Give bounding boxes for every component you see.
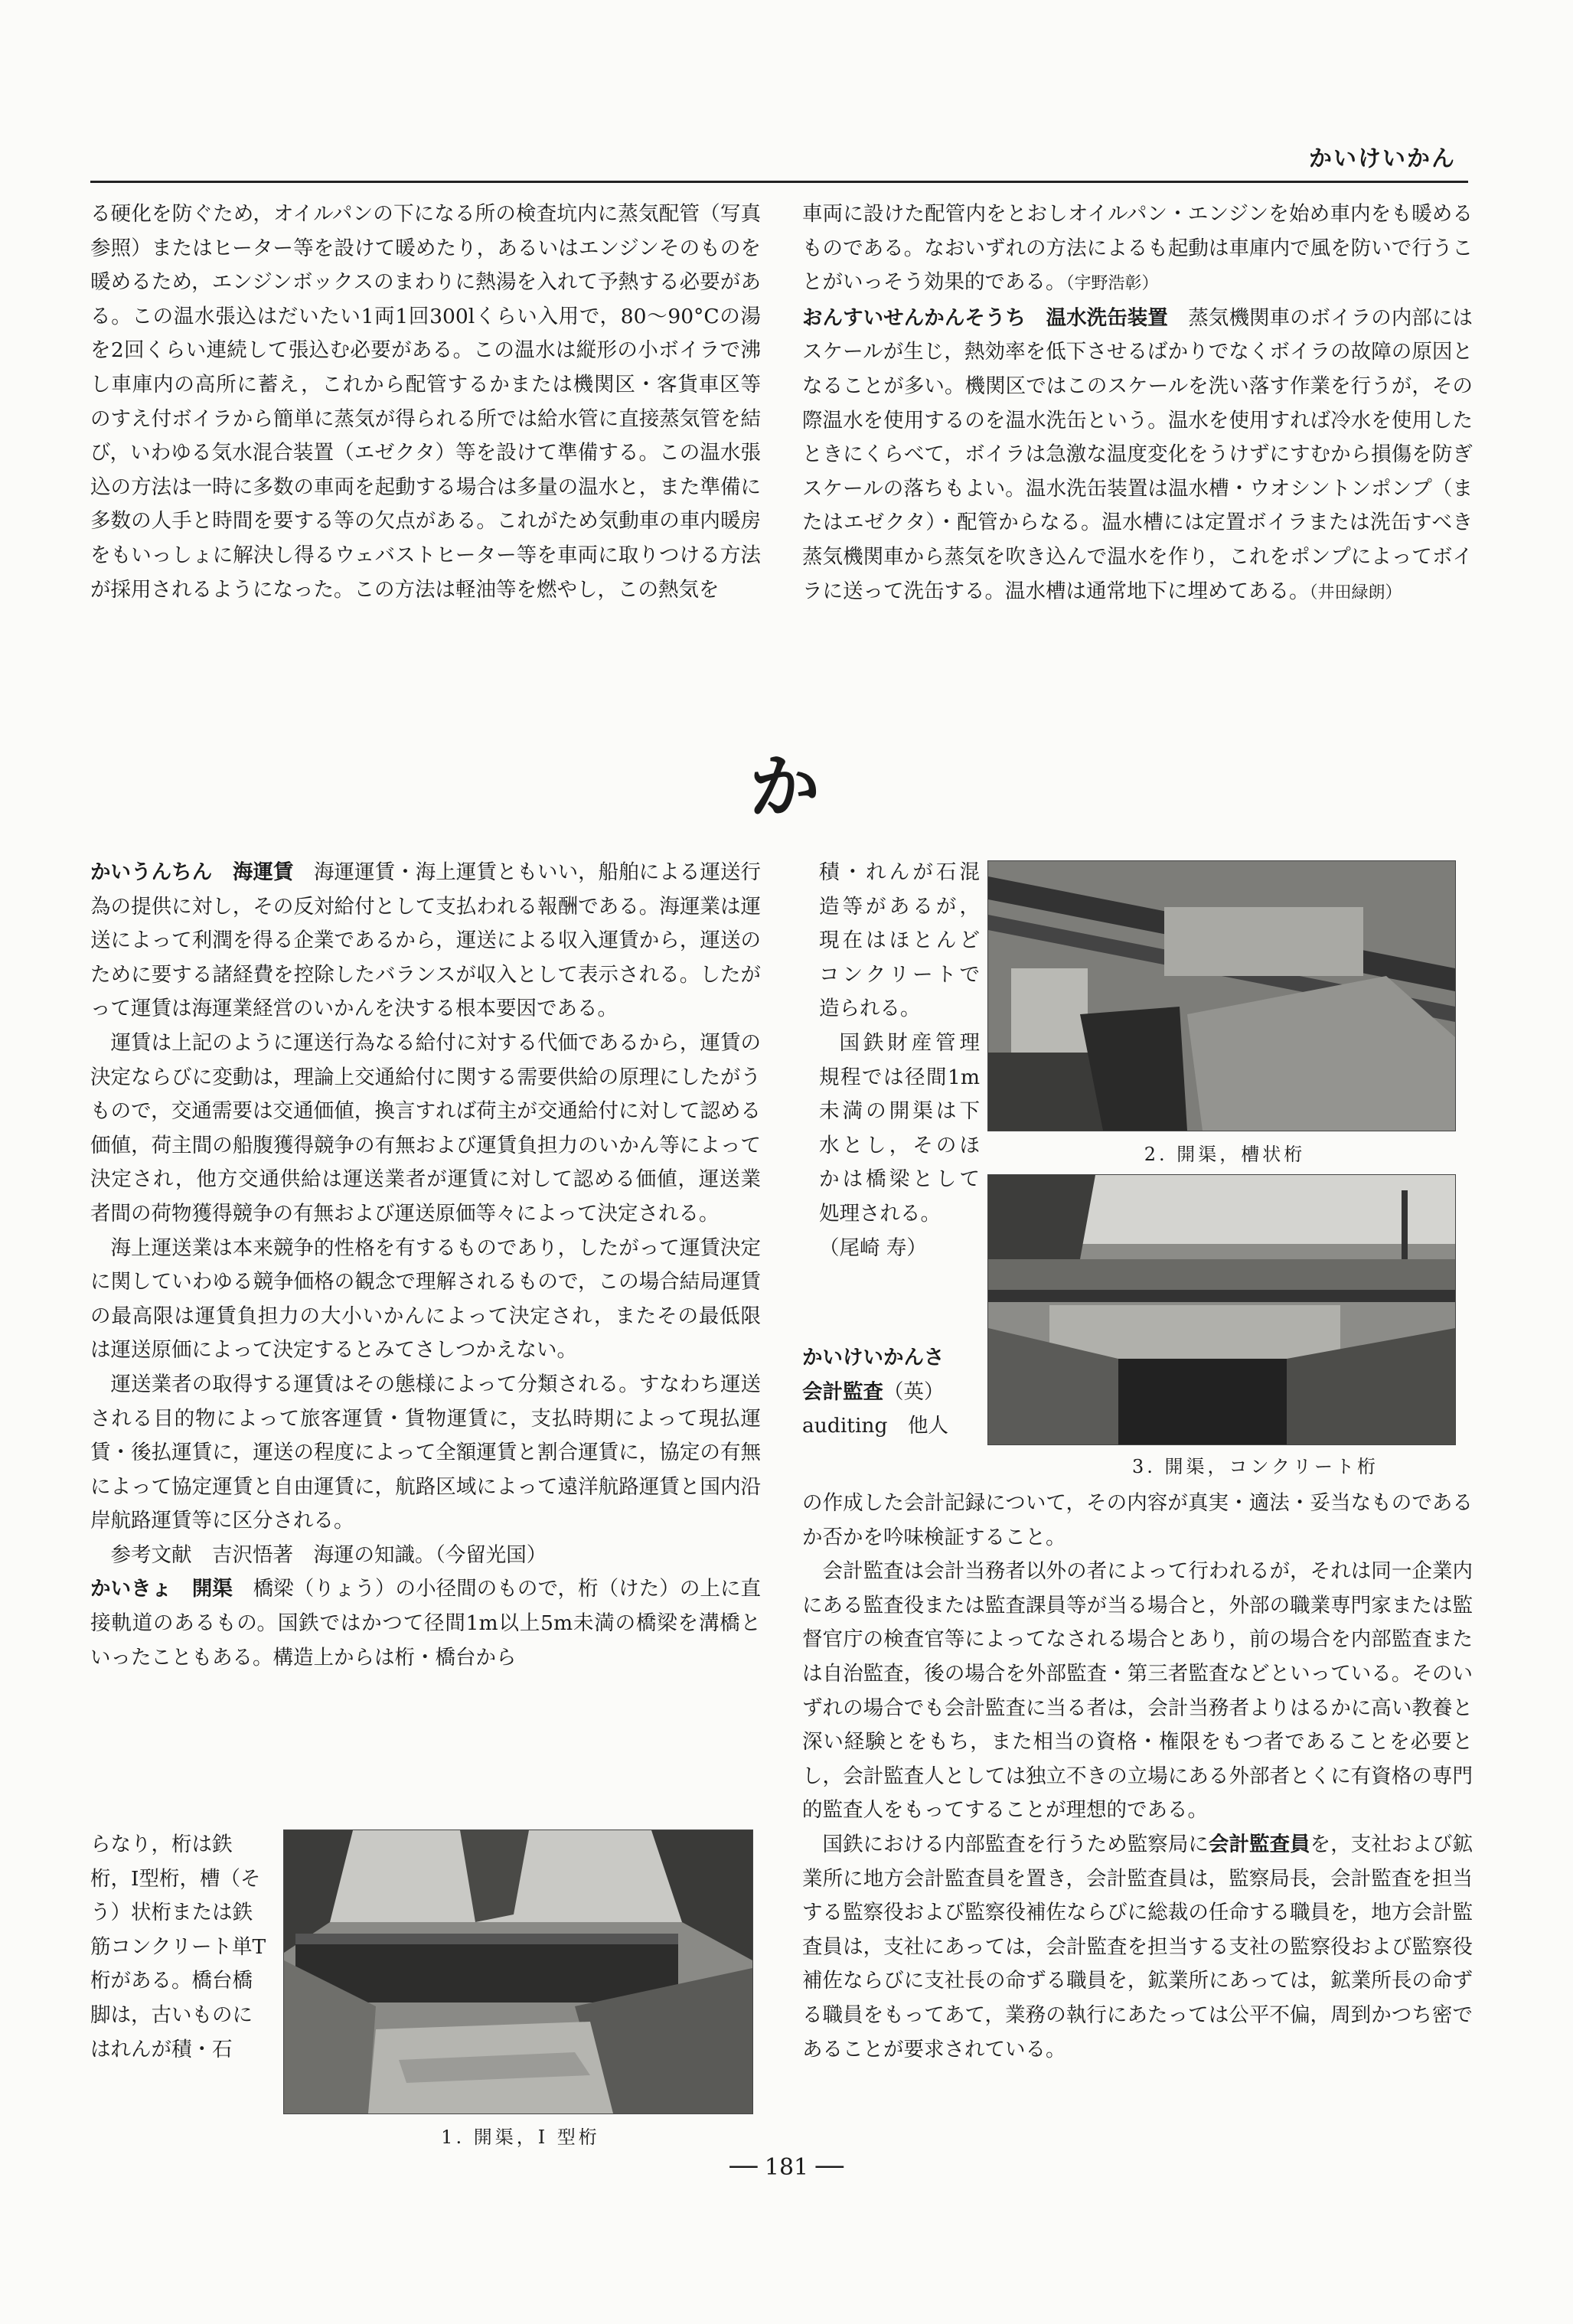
entry-body: 他人: [907, 1414, 948, 1438]
entry-body: 橋梁（りょう）の小径間のもので，桁（けた）の上に直接軌道のあるもの。国鉄ではかつて径間1m以上5m未満の橋梁を溝橋といったこともある。構造上からは桁・橋台から: [90, 1577, 762, 1670]
section-heading: か: [749, 746, 820, 828]
paragraph: 海上運送業は本来競争的性格を有するものであり，したがって運賃決定に関していわゆる競争価格の観念で理解されるもので，この場合結局運賃の最高限は運賃負担力の大小いかんによって決定され，またその最低限は運送原価によって決定するとみてさしつかえない。: [90, 1235, 761, 1363]
paragraph: 積・れんが石混造等があるが，現在はほとんどコンクリートで造られる。: [819, 860, 980, 1021]
author-credit: （宇野浩彰）: [1066, 274, 1159, 294]
photo-2: [987, 860, 1456, 1131]
entry-kaiunchin: [90, 856, 761, 1027]
paragraph: [802, 197, 1473, 302]
entry-reading: かいきょ: [90, 1577, 172, 1601]
page-number: ── 181 ──: [729, 2154, 844, 2181]
running-head: かいけいかん: [1309, 145, 1456, 172]
bottom-left-column: [90, 856, 761, 1675]
paragraph: らなり，桁は鉄桁，I型桁，槽（そう）状桁または鉄筋コンクリート単T桁がある。橋台橋脚は，古いものにはれんが積・石: [90, 1833, 266, 2061]
reference: 参考文献 吉沢悟著 海運の知識。（今留光国）: [110, 1542, 547, 1567]
paragraph: 会計監査は会計当務者以外の者によって行われるが，それは同一企業内にある監査役または監査課員等が当る場合と，外部の職業専門家または監督官庁の検査官等によってなされる場合とあり，前の場合を内部監査または自治監査，後の場合を外部監査・第三者監査などといっている。そのいずれの場合でも会計監査に当る者は，会計当務者よりはるかに高い教養と深い経験とをもち，また相当の資格・権限をもつ者であることを必要とし，会計監査人としては独立不きの立場にある外部者とくに有資格の専門的監査人をもってすることが理想的である。: [802, 1559, 1473, 1823]
entry-term: 海運賃: [232, 860, 294, 884]
author-credit: （尾崎 寿）: [819, 1235, 927, 1260]
entry-kaikeikansa-head: [802, 1341, 980, 1444]
photo-2-image: [988, 861, 1455, 1131]
photo-3-image: [988, 1175, 1455, 1444]
entry-term: 温水洗缶装置: [1046, 305, 1168, 330]
english-term: auditing: [802, 1414, 888, 1438]
paragraph: 運賃は上記のように運送行為なる給付に対する代価であるから，運賃の決定ならびに変動は，理論上交通給付に関する需要供給の原理にしたがうもので，交通需要は交通価値，換言すれば荷主が交通給付に対して認める価値，荷主間の船腹獲得競争の有無および運賃負担力のいかん等によって決定され，他方交通供給は運送業者が運賃に対して認める価値，運送業者間の荷物獲得競争の有無および運送原価等々によって決定される。: [90, 1030, 761, 1226]
entry-term: 開渠: [191, 1577, 233, 1601]
paragraph: る硬化を防ぐため，オイルパンの下になる所の検査坑内に蒸気配管（写真参照）またはヒーター等を設けて暖めたり，あるいはエンジンそのものを暖めるため，エンジンボックスのまわりに熱湯を入れて予熱する必要がある。この温水張込はだいたい1両1回300lくらい入用で，80〜90°Cの湯を2回くらい連続して張込む必要がある。この温水は縦形の小ボイラで沸し車庫内の高所に蓄え，これから配管するかまたは機関区・客貨車区等のすえ付ボイラから簡単に蒸気が得られる所では給水管に直接蒸気管を結び，いわゆる気水混合装置（エゼクタ）等を設けて準備する。この温水張込の方法は一時に多数の車両を起動する場合は多量の温水と，また準備に多数の人手と時間を要する等の欠点がある。これがため気動車の車内暖房をもいっしょに解決し得るウェバストヒーター等を車両に取りつける方法が採用されるようになった。この方法は軽油等を燃やし，この熱気を: [90, 202, 761, 602]
author-credit: （井田緑朗）: [1309, 583, 1402, 602]
caption-1: 1. 開渠，I 型桁: [441, 2127, 600, 2148]
language-tag: （英）: [883, 1379, 945, 1404]
entry-body: 蒸気機関車のボイラの内部にはスケールが生じ，熱効率を低下させるばかりでなくボイラの故障の原因となることが多い。機関区ではこのスケールを洗い落す作業を行うが，その際温水を使用するのを温水洗缶という。温水を使用すれば冷水を使用したときにくらべて，ボイラは急激な温度変化をうけずにすむから損傷を防ぎスケールの落ちもよい。温水洗缶装置は温水槽・ウオシントンポンプ（またはエゼクタ）・配管からなる。温水槽には定置ボイラまたは洗缶すべき蒸気機関車から蒸気を吹き込んで温水を作り，これをポンプによってボイラに送って洗缶する。温水槽は通常地下に埋めてある。: [802, 305, 1473, 603]
bold-term: 会計監査員: [1208, 1832, 1310, 1856]
paragraph: [802, 1828, 1473, 2067]
photo-1-image: [284, 1830, 752, 2113]
entry-term: 会計監査: [802, 1379, 883, 1404]
bottom-right-column: [802, 1487, 1473, 2067]
paragraph: の作成した会計記録について，その内容が真実・適法・妥当なものであるか否かを吟味検証すること。: [802, 1491, 1473, 1549]
entry-reading: おんすいせんかんそうち: [802, 305, 1026, 330]
text-fragment: を，支社および鉱業所に地方会計監査員を置き，会計監査員は，監察局長，会計監査を担当する監察役および監察役補佐ならびに総裁の任命する職員を，地方会計監査員は，支社にあっては，会計監査を担当する支社の監察役および監察役補佐ならびに支社長の命ずる職員を，鉱業所にあっては，鉱業所長の命ずる職員をもってあて，業務の執行にあたっては公平不偏，周到かつち密であることが要求されている。: [802, 1832, 1473, 2061]
header-rule: [90, 181, 1468, 183]
entry-reading: かいけいかんさ: [802, 1346, 945, 1369]
paragraph: 国鉄財産管理規程では径間1m未満の開渠は下水とし，そのほかは橋梁として処理される。: [819, 1030, 980, 1226]
continuation-text: 車両に設けた配管内をとおしオイルパン・エンジンを始め車内をも暖めるものである。なおいずれの方法によるも起動は車庫内で風を防いで行うことがいっそう効果的である。: [802, 202, 1473, 295]
entry-kaikyo: [90, 1572, 761, 1675]
photo-1: [283, 1829, 753, 2114]
text-fragment: 国鉄における内部監査を行うため監察局に: [822, 1832, 1209, 1856]
entry-reading: かいうんちん: [90, 860, 213, 884]
top-left-column: [90, 197, 761, 607]
narrow-text-right: [819, 856, 980, 1265]
entry-onsui: [802, 302, 1473, 610]
entry-body: 海運運賃・海上運賃ともいい，船舶による運送行為の提供に対し，その反対給付として支払われる報酬である。海運業は運送によって利潤を得る企業であるから，運送による収入運賃から，運送のために要する諸経費を控除したバランスが収入として表示される。したがって運賃は海運業経営のいかんを決する根本要因である。: [90, 860, 761, 1021]
paragraph: 運送業者の取得する運賃はその態様によって分類される。すなわち運送される目的物によって旅客運賃・貨物運賃に，支払時期によって現払運賃・後払運賃に，運送の程度によって全額運賃と割合運賃に，協定の有無によって協定運賃と自由運賃に，航路区域によって遠洋航路運賃と国内沿岸航路運賃等に区分される。: [90, 1372, 761, 1533]
caption-3: 3. 開渠，コンクリート桁: [1131, 1456, 1379, 1477]
caption-2: 2. 開渠，槽状桁: [1144, 1144, 1306, 1165]
narrow-text-left: [90, 1828, 266, 2067]
photo-3: [987, 1174, 1456, 1445]
top-right-column: [802, 197, 1473, 610]
